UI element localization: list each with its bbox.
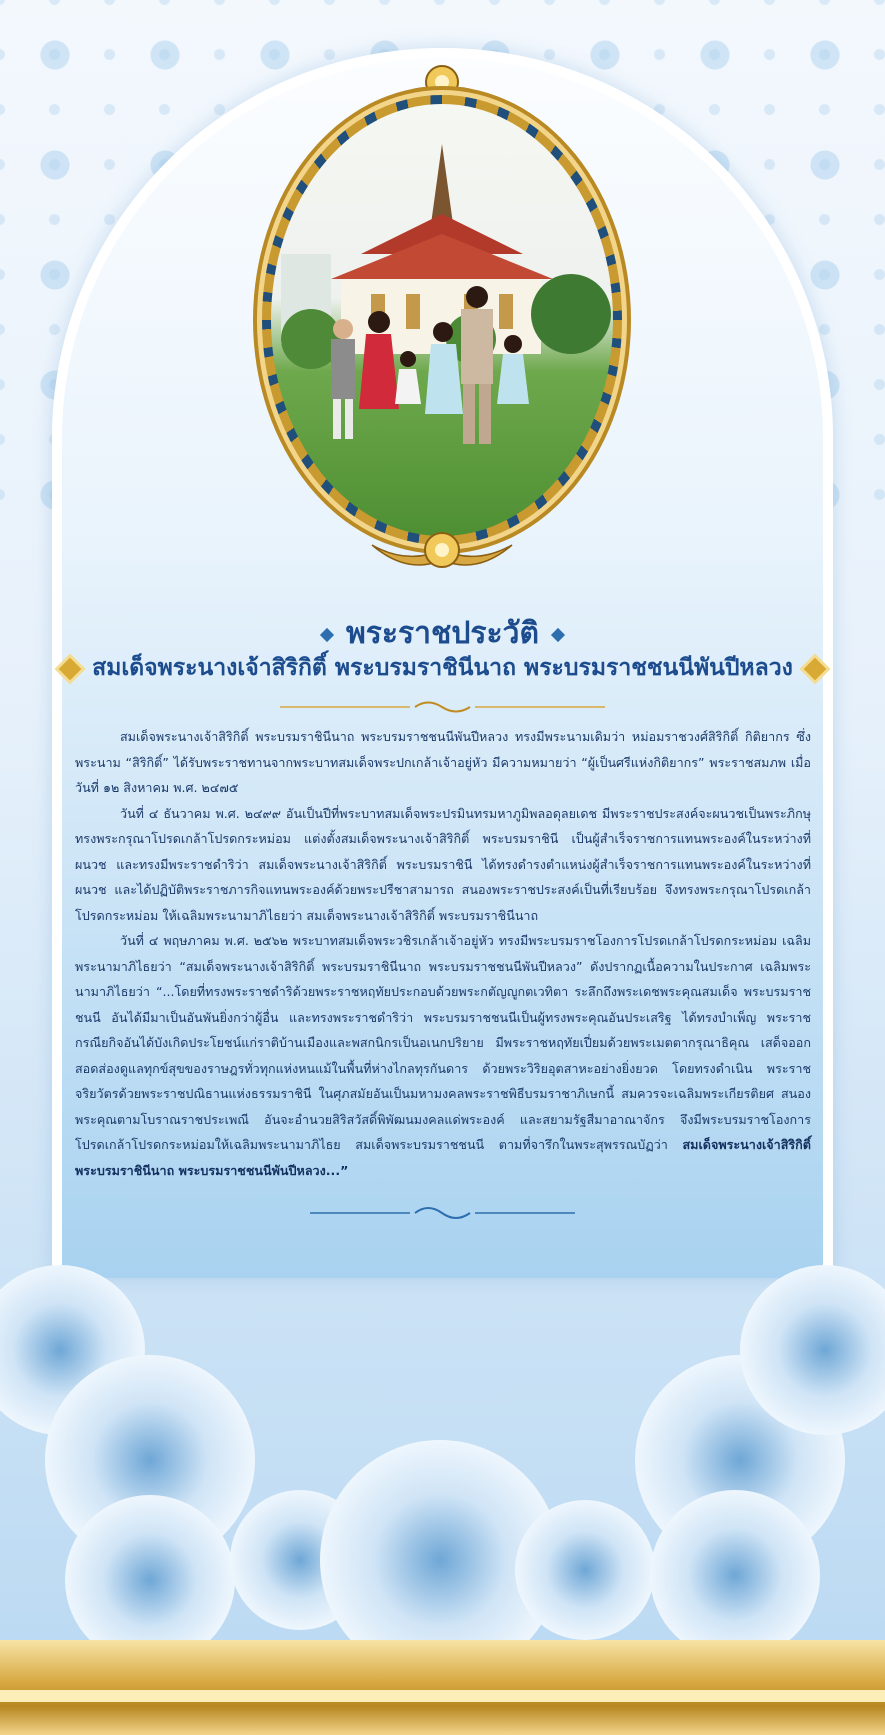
paper-rose-icon (0, 1265, 885, 1680)
blue-diamond-icon (320, 627, 334, 641)
gold-diamond-ornament-icon (804, 657, 827, 680)
closing-name: สมเด็จพระนางเจ้าสิริกิติ์ พระบรมราชินีนาถ พระบรมราชชนนีพันปีหลวง...” (75, 1137, 811, 1178)
paragraph (75, 928, 811, 1183)
page-subtitle (0, 650, 885, 686)
page-title-text: พระราชประวัติ (346, 616, 539, 651)
paragraph: วันที่ ๔ ธันวาคม พ.ศ. ๒๔๙๙ อันเป็นปีที่พระบาทสมเด็จพระปรมินทรมหาภูมิพลอดุลยเดช มีพระราชประสงค์จะผนวชเป็นพระภิกษุ ทรงพระกรุณาโปรดเกล้าโปรดกระหม่อม แต่งตั้งสมเด็จพระนางเจ้าสิริกิติ์ พระบรมราชินี เป็นผู้สำเร็จราชการแทนพระองค์ในระหว่างที่ผนวช และทรงมีพระราชดำริว่า สมเด็จพระนางเจ้าสิริกิติ์ พระบรมราชินี ได้ทรงดำรงตำแหน่งผู้สำเร็จราชการแทนพระองค์ในระหว่างที่ผนวช และได้ปฏิบัติพระราชภารกิจแทนพระองค์ด้วยพระปรีชาสามารถ สนองพระราชประสงค์เป็นที่เรียบร้อย จึงทรงพระกรุณาโปรดเกล้าโปรดกระหม่อม ให้เฉลิมพระนามาภิไธยว่า สมเด็จพระนางเจ้าสิริกิติ์ พระบรมราชินีนาถ (75, 805, 811, 923)
biography-text (75, 724, 811, 1183)
scroll-divider-icon (280, 700, 605, 714)
gold-base-band (0, 1640, 885, 1735)
lotus-ornament-icon (367, 520, 517, 580)
gold-diamond-ornament-icon (59, 657, 82, 680)
page-subtitle-text: สมเด็จพระนางเจ้าสิริกิติ์ พระบรมราชินีนาถ พระบรมราชชนนีพันปีหลวง (92, 655, 793, 681)
paragraph-text: วันที่ ๔ พฤษภาคม พ.ศ. ๒๕๖๒ พระบาทสมเด็จพระวชิรเกล้าเจ้าอยู่หัว ทรงมีพระบรมราชโองการโปรดเกล้าโปรดกระหม่อม เฉลิมพระนามาภิไธยว่า “สมเด็จพระนางเจ้าสิริกิติ์ พระบรมราชินีนาถ พระบรมราชชนนีพันปีหลวง” ดังปรากฏเนื้อความในประกาศ เฉลิมพระนามาภิไธยว่า “...โดยที่ทรงพระราชดำริด้วยพระราชหฤทัยประกอบด้วยพระกตัญญูกตเวทิตา ระลึกถึงพระเดชพระคุณสมเด็จ พระบรมราชชนนี อันได้มีมาเป็นอันพันยิ่งกว่าผู้อื่น และทรงพระราชดำริว่า พระบรมราชชนนีเป็นผู้ทรงพระคุณอันประเสริฐ ได้ทรงบำเพ็ญ พระราชกรณียกิจอันได้บังเกิดประโยชน์แก่ราติบ้านเมืองและพสกนิกรเป็นอเนกปริยาย มีพระราชหฤทัยเปี่ยมด้วยพระเมตตากรุณาธิคุณ เสด็จออกสอดส่องดูแลทุกข์สุขของราษฎรทั่วทุกแห่งหนแม้ในพื้นที่ห่างไกลทุรกันดาร ด้วยพระวิริยอุตสาหะอย่างยิ่งยวด โดยทรงดำเนิน พระราชจริยวัตรด้วยพระราชปณิธานแห่งธรรมราชินี ในศุภสมัยอันเป็นมหามงคลพระราชพิธีบรมราชาภิเษกนี้ สมควรจะเฉลิมพระเกียรติยศ สนองพระคุณตามโบราณราชประเพณี อันจะอำนวยสิริสวัสดิ์พิพัฒนมงคลแด่พระองค์ และสยามรัฐสีมาอาณาจักร จึงมีพระบรมราชโองการ โปรดเกล้าโปรดกระหม่อมให้เฉลิมพระนามาภิไธย สมเด็จพระบรมราชชนนี ตามที่จารึกในพระสุพรรณบัฏว่า (75, 933, 811, 1152)
royal-family-photo (271, 104, 613, 536)
gold-highlight-stripe (0, 1690, 885, 1702)
portrait-frame (262, 95, 622, 545)
blue-diamond-icon (551, 627, 565, 641)
paragraph: สมเด็จพระนางเจ้าสิริกิติ์ พระบรมราชินีนาถ พระบรมราชชนนีพันปีหลวง ทรงมีพระนามเดิมว่า หม่อมราชวงศ์สิริกิติ์ กิติยากร ซึ่งพระนาม “สิริกิติ์” ได้รับพระราชทานจากพระบาทสมเด็จพระปกเกล้าเจ้าอยู่หัว มีความหมายว่า “ผู้เป็นศรีแห่งกิติยากร” พระราชสมภพ เมื่อวันที่ ๑๒ สิงหาคม พ.ศ. ๒๔๗๕ (75, 729, 811, 795)
